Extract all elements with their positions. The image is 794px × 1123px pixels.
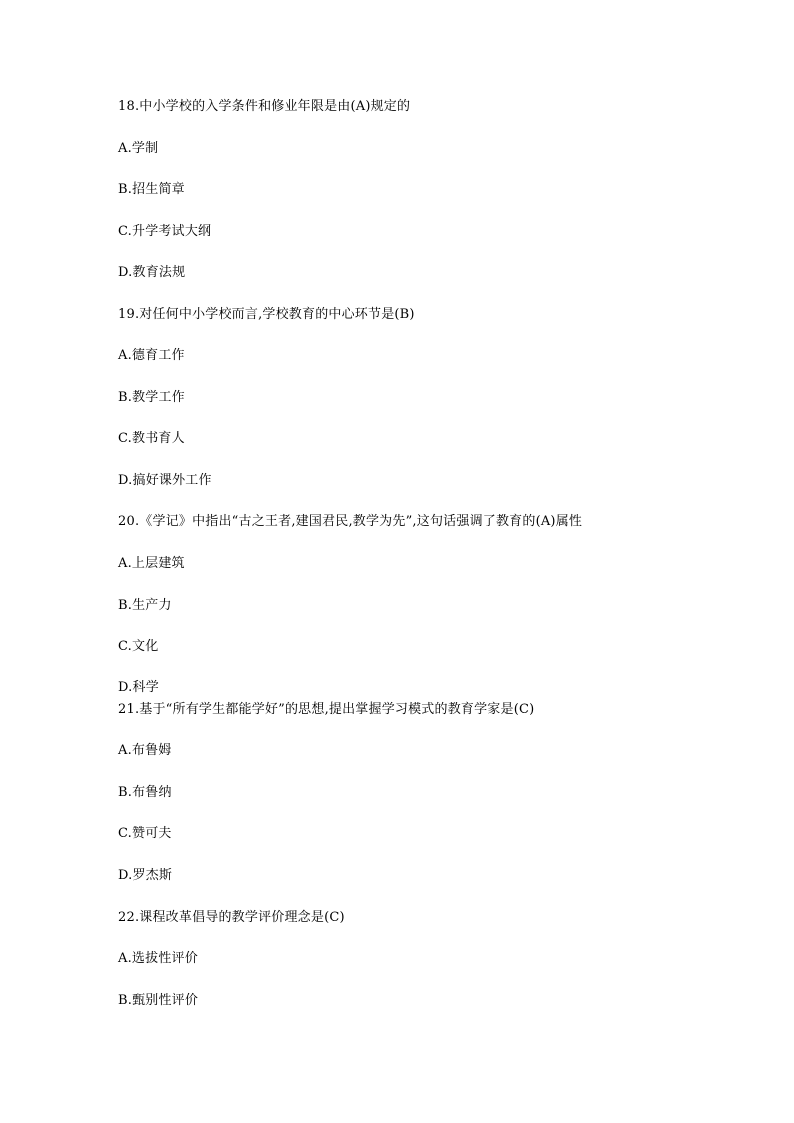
option-21-a: A.布鲁姆 xyxy=(118,743,172,758)
question-22: 22.课程改革倡导的教学评价理念是(C) xyxy=(118,910,345,925)
option-20-a: A.上层建筑 xyxy=(118,556,185,571)
option-19-c: C.教书育人 xyxy=(118,431,185,446)
option-21-c: C.赞可夫 xyxy=(118,826,172,841)
option-18-b: B.招生简章 xyxy=(118,182,185,197)
option-21-b: B.布鲁纳 xyxy=(118,785,172,800)
option-18-d: D.教育法规 xyxy=(118,265,186,280)
question-20: 20.《学记》中指出“古之王者,建国君民,教学为先”,这句话强调了教育的(A)属性 xyxy=(118,514,583,529)
option-19-d: D.搞好课外工作 xyxy=(118,473,212,488)
option-20-c: C.文化 xyxy=(118,639,159,654)
option-21-d: D.罗杰斯 xyxy=(118,868,173,883)
option-19-a: A.德育工作 xyxy=(118,348,185,363)
option-20-d: D.科学 xyxy=(118,680,159,695)
option-22-a: A.选拔性评价 xyxy=(118,951,198,966)
option-18-a: A.学制 xyxy=(118,141,159,156)
option-18-c: C.升学考试大纲 xyxy=(118,224,212,239)
question-19: 19.对任何中小学校而言,学校教育的中心环节是(B) xyxy=(118,307,415,322)
question-18: 18.中小学校的入学条件和修业年限是由(A)规定的 xyxy=(118,99,411,114)
option-20-b: B.生产力 xyxy=(118,598,172,613)
question-21: 21.基于“所有学生都能学好”的思想,提出掌握学习模式的教育学家是(C) xyxy=(118,702,535,717)
option-22-b: B.甄别性评价 xyxy=(118,993,199,1008)
option-19-b: B.教学工作 xyxy=(118,390,185,405)
